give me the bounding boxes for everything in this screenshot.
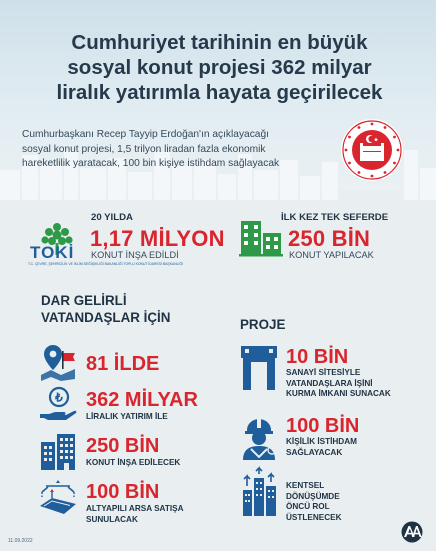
left-item-4-text-line-2: SUNULACAK	[86, 514, 138, 524]
headline	[22, 30, 417, 105]
left-item-3-text	[86, 458, 180, 469]
stat-left-label: 20 YILDA	[91, 212, 133, 223]
svg-text:₺: ₺	[55, 390, 63, 405]
stat-left-value: 1,17 MİLYON	[90, 226, 225, 251]
right-item-2-text	[286, 437, 357, 458]
apartment-icon	[39, 432, 77, 472]
right-item-1-value: 10 BİN	[286, 346, 349, 368]
urban-transformation-icon	[239, 466, 279, 518]
left-item-3-value: 250 BİN	[86, 435, 160, 457]
left-section-title-line-2: VATANDAŞLAR İÇİN	[41, 310, 171, 325]
footer-date: 11.09.2022	[8, 538, 33, 544]
right-item-3-text	[286, 481, 342, 523]
land-plot-icon	[38, 478, 78, 518]
money-hand-icon	[38, 386, 78, 424]
toki-small-caption: T.C. ÇEVRE, ŞEHİRCİLİK VE İKLİM DEĞİŞİKLİĞİ BAKANLIĞI TOPLU KONUT İDARESİ BAŞKANLIĞI	[28, 262, 184, 266]
right-item-2-text-line-2: SAĞLAYACAK	[286, 447, 343, 457]
left-item-4-text	[86, 504, 184, 525]
presidential-seal-icon	[340, 118, 404, 182]
intro-line-1: Cumhurbaşkanı Recep Tayyip Erdoğan'ın açıklayacağı	[22, 129, 269, 140]
headline-line-2: sosyal konut projesi 362 milyar	[67, 56, 372, 79]
right-section-title: PROJE	[240, 317, 286, 332]
right-item-1-text-line-2: VATANDAŞLARA İŞİNİ	[286, 378, 373, 388]
intro-paragraph	[22, 128, 322, 172]
industrial-site-icon	[239, 344, 279, 392]
toki-wordmark: TOKİ	[30, 243, 75, 262]
headline-line-1: Cumhuriyet tarihinin en büyük	[71, 31, 368, 54]
left-item-2-value: 362 MİLYAR	[86, 389, 198, 411]
right-item-2-text-line-1: KİŞİLİK İSTİHDAM	[286, 437, 357, 446]
intro-line-3: hareketlilik yaratacak, 100 bin kişiye istihdam sağlayacak	[22, 158, 280, 169]
stat-right-sub: KONUT YAPILACAK	[289, 250, 374, 260]
aa-agency-logo-icon	[399, 521, 425, 543]
intro-line-2: sosyal konut projesi, 1,5 trilyon liradan fazla ekonomik	[22, 143, 266, 155]
stat-right-label: İLK KEZ TEK SEFERDE	[281, 212, 389, 223]
stat-right-value: 250 BİN	[288, 226, 371, 251]
right-item-3-text-line-3: ÖNCÜ ROL	[286, 502, 330, 511]
left-item-2-text-line-1: LİRALIK YATIRIM İLE	[86, 412, 168, 421]
right-item-2-value: 100 BİN	[286, 415, 360, 437]
green-buildings-icon	[239, 211, 283, 257]
right-item-3-text-line-1: KENTSEL	[286, 481, 325, 490]
left-item-2-text	[86, 412, 168, 423]
headline-line-3: liralık yatırımla hayata geçirilecek	[56, 81, 383, 104]
right-item-3-text-line-4: ÜSTLENECEK	[286, 512, 342, 522]
right-item-1-text	[286, 368, 391, 400]
left-item-3-text-line-1: KONUT İNŞA EDİLECEK	[86, 458, 181, 467]
worker-icon	[239, 416, 279, 460]
stat-left-sub: KONUT İNŞA EDİLDİ	[91, 250, 179, 260]
right-item-3-text-line-2: DÖNÜŞÜMDE	[286, 491, 340, 501]
left-item-4-text-line-1: ALTYAPILI ARSA SATIŞA	[86, 504, 184, 513]
map-pin-icon	[39, 343, 79, 381]
right-item-1-text-line-1: SANAYİ SİTESİYLE	[286, 368, 361, 377]
left-section-title-line-1: DAR GELİRLİ	[41, 293, 127, 308]
right-item-1-text-line-3: KURMA İMKANI SUNACAK	[286, 389, 391, 398]
left-section-title	[41, 292, 170, 326]
left-item-1-value: 81 İLDE	[86, 353, 160, 375]
left-item-4-value: 100 BİN	[86, 481, 160, 503]
